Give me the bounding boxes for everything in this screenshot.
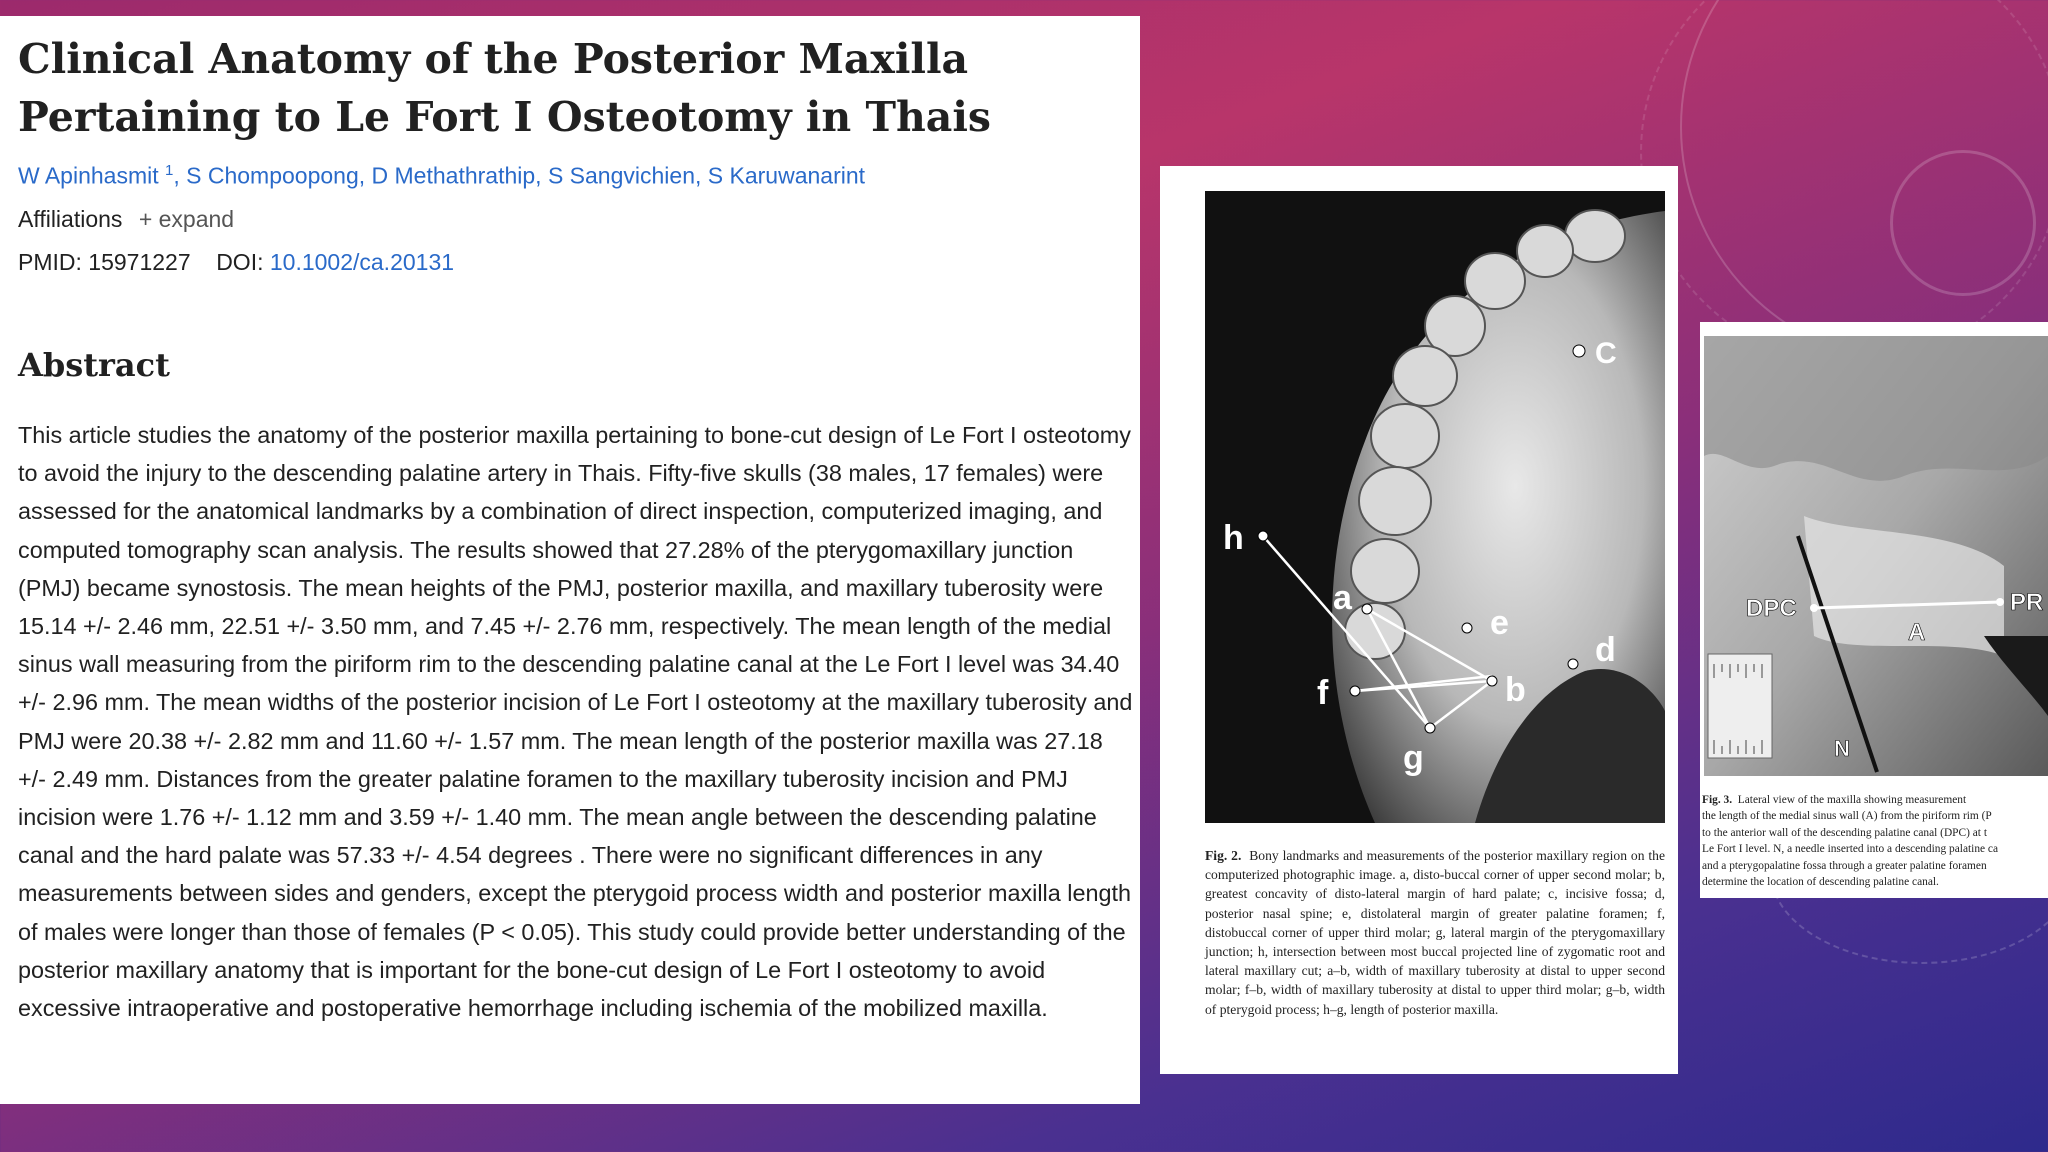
author-list <box>18 162 865 190</box>
affiliations-label: Affiliations <box>18 206 123 232</box>
identifiers-row <box>18 249 454 276</box>
author-link-first[interactable]: W Apinhasmit <box>18 162 159 189</box>
expand-affiliations-button[interactable]: + expand <box>138 206 235 232</box>
landmark-label-h: h <box>1223 519 1244 557</box>
landmark-label-a: a <box>1333 579 1352 617</box>
figure-2-caption-label: Fig. 2. <box>1205 848 1242 863</box>
decorative-circle-small <box>1890 150 2036 296</box>
point-pr <box>1996 598 2004 606</box>
affiliation-superscript[interactable]: 1 <box>165 162 174 179</box>
figure-3-caption-line-5: and a pterygopalatine fossa through a greater palatine foramen <box>1702 859 1987 872</box>
landmark-label-f: f <box>1317 674 1329 712</box>
figure-2-caption <box>1205 846 1665 1019</box>
point-dpc <box>1810 604 1818 612</box>
landmark-label-b: b <box>1505 671 1526 709</box>
abstract-text: This article studies the anatomy of the posterior maxilla pertaining to bone-cut design of Le Fort I osteotomy to avoid the injury to the descending palatine artery in Thais. Fifty-five skulls (38 males, 17 females) were assessed for the anatomical landmarks by a combination of direct inspection, computerized imaging, and computed tomography scan analysis. The results showed that 27.28% of the pterygomaxillary junction (PMJ) became synostosis. The mean heights of the PMJ, posterior maxilla, and maxillary tuberosity were 15.14 +/- 2.46 mm, 22.51 +/- 3.50 mm, and 7.45 +/- 2.76 mm, respectively. The mean length of the medial sinus wall measuring from the piriform rim to the descending palatine canal at the Le Fort I level was 34.40 +/- 2.96 mm. The mean widths of the posterior incision of Le Fort I osteotomy at the maxillary tuberosity and PMJ were 20.38 +/- 2.82 mm and 11.60 +/- 1.57 mm. The mean length of the posterior maxilla was 27.18 +/- 2.49 mm. Distances from the greater palatine foramen to the maxillary tuberosity incision and PMJ incision were 1.76 +/- 1.12 mm and 3.59 +/- 1.40 mm. The mean angle between the descending palatine canal and the hard palate was 57.33 +/- 4.54 degrees . There were no significant differences in any measurements between sides and genders, except the pterygoid process width and posterior maxilla length of males were longer than those of females (P < 0.05). This study could provide better understanding of the posterior maxillary anatomy that is important for the bone-cut design of Le Fort I osteotomy to avoid excessive intraoperative and postoperative hemorrhage including ischemia of the mobilized maxilla. <box>18 422 1133 1022</box>
author-links-rest[interactable]: , S Chompoopong, D Methathrathip, S Sangvichien, S Karuwanarint <box>173 162 866 189</box>
figure-3-caption-line-6: determine the location of descending palatine canal. <box>1702 876 1939 889</box>
abstract-heading: Abstract <box>18 346 170 384</box>
figure-3-caption-label: Fig. 3. <box>1702 794 1733 806</box>
doi-label: DOI: <box>216 249 264 275</box>
figure-3-panel <box>1700 322 2048 898</box>
pmid: PMID: 15971227 <box>18 249 191 275</box>
orbit-shadow <box>1704 336 2048 481</box>
label-pr: PR <box>2010 589 2044 616</box>
label-a: A <box>1908 619 1926 646</box>
landmark-label-g: g <box>1403 739 1424 777</box>
figure-2-image <box>1205 191 1665 823</box>
landmark-label-e: e <box>1490 604 1509 642</box>
figure-3-caption-line-3: to the anterior wall of the descending palatine canal (DPC) at t <box>1702 826 1987 839</box>
figure-2-caption-text: Bony landmarks and measurements of the posterior maxillary region on the computerized photographic image. a, disto-buccal corner of upper second molar; b, greatest concavity of disto-lateral margin of hard palate; c, incisive fossa; d, posterior nasal spine; e, distolateral margin of greater palatine foramen; f, distobuccal corner of upper third molar; g, lateral margin of the pterygomaxillary junction; h, intersection between most buccal projected line of zygomatic root and lateral maxillary cut; a–b, width of maxillary tuberosity at distal to upper second molar; f–b, width of maxillary tuberosity at distal to upper third molar; g–b, width of pterygoid process; h–g, length of posterior maxilla. <box>1205 848 1666 1017</box>
landmark-label-c: C <box>1595 337 1617 370</box>
figure-3-caption-line-2: the length of the medial sinus wall (A) from the piriform rim (P <box>1702 810 1992 823</box>
landmark-label-d: d <box>1595 631 1616 669</box>
figure-3-caption <box>1702 792 2048 890</box>
article-title: Clinical Anatomy of the Posterior Maxilla Pertaining to Le Fort I Osteotomy in Thais <box>18 35 991 141</box>
affiliations-row <box>18 206 234 233</box>
figure-3-caption-line-4: Le Fort I level. N, a needle inserted into a descending palatine ca <box>1702 843 1999 856</box>
figure-3-caption-line-1: Lateral view of the maxilla showing measurement <box>1737 794 1967 806</box>
figure-2-panel <box>1160 166 1678 1074</box>
article-panel <box>0 16 1140 1104</box>
label-n: N <box>1834 736 1850 761</box>
label-dpc: DPC <box>1746 595 1797 622</box>
figure-3-image <box>1704 336 2048 776</box>
doi-link[interactable]: 10.1002/ca.20131 <box>269 249 455 275</box>
